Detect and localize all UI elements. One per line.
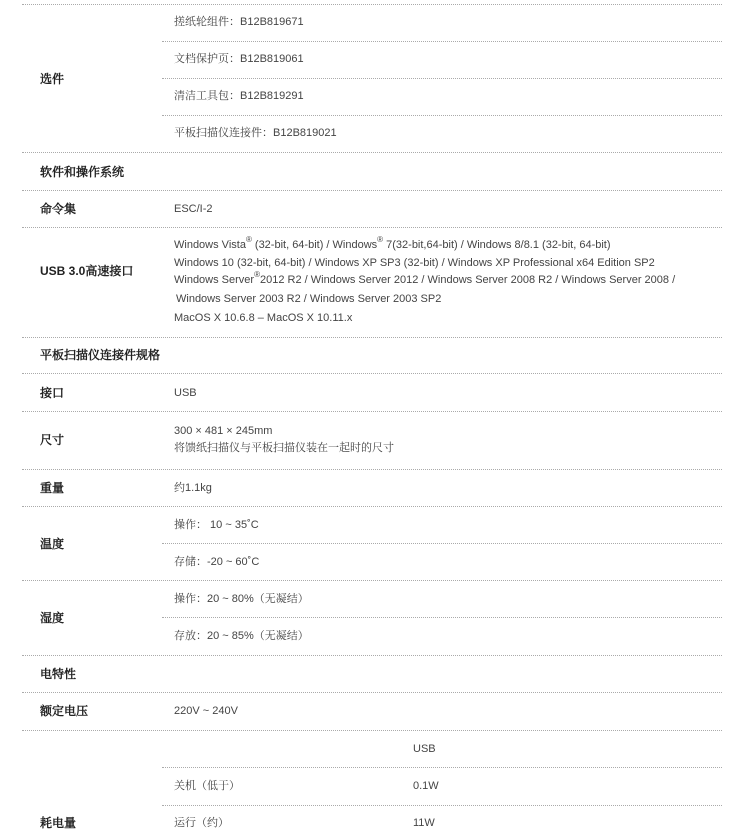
row-divider — [22, 373, 722, 374]
row-divider — [162, 617, 722, 618]
os-text: 7(32-bit,64-bit) / Windows 8/8.1 (32-bit, 64-bit) — [383, 239, 611, 251]
row-divider — [22, 227, 722, 228]
command-set-label: 命令集 — [40, 202, 77, 216]
os-text: Windows Server — [174, 274, 255, 286]
os-support-line — [174, 270, 676, 287]
registered-mark: ® — [254, 270, 260, 280]
temperature-storage: 存储：-20 ~ 60˚C — [174, 556, 260, 568]
weight-value: 约1.1kg — [174, 482, 212, 494]
humidity-operating: 操作：20 ~ 80%（无凝结） — [174, 593, 309, 605]
software-section-heading: 软件和操作系统 — [40, 165, 125, 179]
command-set-value: ESC/I-2 — [174, 203, 213, 215]
os-text: Windows Vista — [174, 239, 246, 251]
dimensions-value: 300 × 481 × 245mm — [174, 425, 273, 437]
row-divider — [22, 580, 722, 581]
power-value: 0.1W — [413, 780, 439, 792]
humidity-label: 湿度 — [40, 611, 65, 625]
row-divider — [162, 767, 722, 768]
interface-value: USB — [174, 387, 197, 399]
row-divider — [22, 337, 722, 338]
row-divider — [22, 469, 722, 470]
usb-interface-label: USB 3.0高速接口 — [40, 264, 134, 278]
dimensions-note: 将馈纸扫描仪与平板扫描仪装在一起时的尺寸 — [174, 442, 394, 454]
electrical-section-heading: 电特性 — [40, 667, 77, 681]
power-mode: 关机（低于） — [174, 780, 240, 792]
row-divider — [22, 655, 722, 656]
flatbed-section-heading: 平板扫描仪连接件规格 — [40, 348, 161, 362]
row-divider — [22, 730, 722, 731]
options-label: 选件 — [40, 72, 65, 86]
registered-mark: ® — [377, 235, 384, 245]
row-divider — [22, 190, 722, 191]
humidity-storage: 存放：20 ~ 85%（无凝结） — [174, 630, 309, 642]
rated-voltage-label: 额定电压 — [40, 704, 89, 718]
temperature-label: 温度 — [40, 537, 65, 551]
row-divider — [22, 4, 722, 5]
power-consumption-label: 耗电量 — [40, 816, 77, 830]
dimensions-label: 尺寸 — [40, 433, 65, 447]
power-header: USB — [413, 743, 436, 755]
row-divider — [162, 805, 722, 806]
temperature-operating: 操作： 10 ~ 35˚C — [174, 519, 259, 531]
os-support-line: Windows 10 (32-bit, 64-bit) / Windows XP SP3 (32-bit) / Windows XP Professional x64 Edition SP2 — [174, 257, 655, 269]
row-divider — [22, 692, 722, 693]
rated-voltage-value: 220V ~ 240V — [174, 705, 238, 717]
row-divider — [22, 506, 722, 507]
os-text: (32-bit, 64-bit) / Windows — [251, 239, 378, 251]
row-divider — [22, 411, 722, 412]
registered-mark: ® — [245, 235, 252, 245]
os-support-line: Windows Server 2003 R2 / Windows Server 2003 SP2 — [176, 293, 442, 305]
interface-label: 接口 — [40, 386, 65, 400]
row-divider — [162, 543, 722, 544]
os-support-line — [174, 235, 611, 252]
os-support-line: MacOS X 10.6.8 – MacOS X 10.11.x — [174, 312, 353, 324]
row-divider — [22, 152, 722, 153]
row-divider — [162, 78, 722, 79]
option-item: 清洁工具包：B12B819291 — [174, 90, 304, 102]
power-value: 11W — [413, 817, 435, 829]
row-divider — [162, 41, 722, 42]
os-text: 2012 R2 / Windows Server 2012 / Windows Server 2008 R2 / Windows Server 2008 / — [259, 274, 676, 286]
power-mode: 运行（约） — [174, 817, 229, 829]
option-item: 搓纸轮组件：B12B819671 — [174, 16, 304, 28]
row-divider — [162, 115, 722, 116]
option-item: 平板扫描仪连接件：B12B819021 — [174, 127, 337, 139]
weight-label: 重量 — [40, 481, 65, 495]
option-item: 文档保护页：B12B819061 — [174, 53, 304, 65]
